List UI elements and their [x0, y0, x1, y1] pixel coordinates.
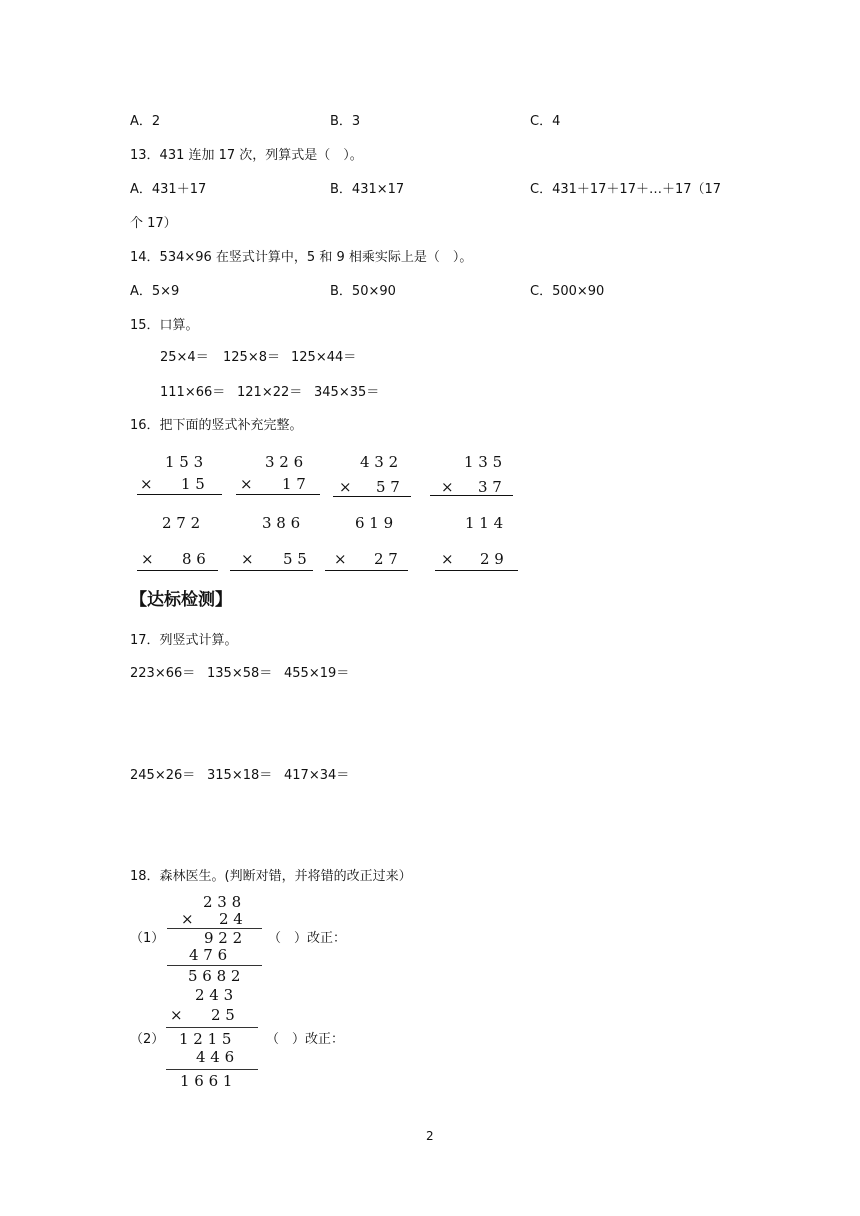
q15-item: 125×8＝	[223, 350, 280, 365]
times-sign: ×	[240, 475, 253, 493]
q18-part2-answer: （ ）改正：	[266, 1032, 345, 1047]
q17-item: 315×18＝	[207, 768, 273, 783]
vertical-line	[325, 570, 408, 571]
q17-item: 135×58＝	[207, 666, 273, 681]
vertical-bottom-number: 3 7	[478, 478, 502, 496]
times-sign: ×	[141, 550, 154, 568]
vertical-bottom-number: 2 9	[480, 550, 504, 568]
q14-option-b: B．50×90	[330, 284, 396, 299]
vertical-top-number: 2 4 3	[195, 986, 234, 1004]
q12-option-c: C．4	[530, 114, 561, 129]
times-sign: ×	[339, 478, 352, 496]
times-sign: ×	[441, 550, 454, 568]
page-number: 2	[426, 1129, 434, 1143]
times-sign: ×	[140, 475, 153, 493]
q15-question: 15．口算。	[130, 318, 199, 333]
vertical-line	[430, 495, 513, 496]
vertical-top-number: 2 3 8	[203, 893, 242, 911]
vertical-bottom-number: 5 7	[376, 478, 400, 496]
vertical-line	[167, 965, 262, 966]
vertical-bottom-number: 2 7	[374, 550, 398, 568]
vertical-line	[236, 494, 320, 495]
q15-item: 111×66＝	[160, 385, 226, 400]
partial-product-2: 4 7 6	[189, 946, 228, 964]
section-heading: 【达标检测】	[130, 590, 232, 610]
q12-option-b: B．3	[330, 114, 361, 129]
result-number: 1 6 6 1	[180, 1072, 233, 1090]
vertical-line	[333, 496, 411, 497]
vertical-top-number: 1 3 5	[464, 453, 503, 471]
q18-part1-label: （1）	[130, 931, 165, 946]
vertical-top-number: 1 1 4	[465, 514, 504, 532]
q12-option-a: A．2	[130, 114, 161, 129]
q17-item: 245×26＝	[130, 768, 196, 783]
q14-option-a: A．5×9	[130, 284, 180, 299]
vertical-line	[137, 570, 218, 571]
vertical-bottom-number: 5 5	[283, 550, 307, 568]
q17-question: 17．列竖式计算。	[130, 633, 238, 648]
times-sign: ×	[241, 550, 254, 568]
vertical-bottom-number: 2 5	[211, 1006, 235, 1024]
q13-option-c: C．431＋17＋17＋…＋17（17	[530, 182, 722, 197]
vertical-line	[166, 1027, 258, 1028]
vertical-line	[166, 1069, 258, 1070]
q18-part2-label: （2）	[130, 1032, 165, 1047]
times-sign: ×	[334, 550, 347, 568]
partial-product-1: 1 2 1 5	[179, 1030, 232, 1048]
q13-option-c-cont: 个 17）	[130, 216, 177, 231]
vertical-line	[230, 570, 313, 571]
q14-option-c: C．500×90	[530, 284, 605, 299]
vertical-bottom-number: 8 6	[182, 550, 206, 568]
q16-question: 16．把下面的竖式补充完整。	[130, 418, 303, 433]
vertical-line	[137, 494, 222, 495]
vertical-bottom-number: 1 7	[282, 475, 306, 493]
vertical-top-number: 4 3 2	[360, 453, 399, 471]
partial-product-2: 4 4 6	[196, 1048, 235, 1066]
vertical-line	[435, 570, 518, 571]
vertical-bottom-number: 2 4	[219, 910, 243, 928]
q15-item: 121×22＝	[237, 385, 303, 400]
vertical-top-number: 3 8 6	[262, 514, 301, 532]
q18-part1-answer: （ ）改正：	[268, 931, 347, 946]
q14-question: 14．534×96 在竖式计算中，5 和 9 相乘实际上是（ ）。	[130, 250, 473, 265]
vertical-top-number: 6 1 9	[355, 514, 394, 532]
result-number: 5 6 8 2	[188, 967, 241, 985]
times-sign: ×	[170, 1006, 183, 1024]
q17-item: 223×66＝	[130, 666, 196, 681]
q13-question: 13．431 连加 17 次，列算式是（ ）。	[130, 148, 363, 163]
q15-item: 345×35＝	[314, 385, 380, 400]
vertical-top-number: 1 5 3	[165, 453, 204, 471]
vertical-top-number: 2 7 2	[162, 514, 201, 532]
q18-question: 18．森林医生。(判断对错，并将错的改正过来）	[130, 869, 412, 884]
q13-option-a: A．431＋17	[130, 182, 207, 197]
times-sign: ×	[181, 910, 194, 928]
q13-option-b: B．431×17	[330, 182, 405, 197]
q17-item: 417×34＝	[284, 768, 350, 783]
times-sign: ×	[441, 478, 454, 496]
q17-item: 455×19＝	[284, 666, 350, 681]
q15-item: 25×4＝	[160, 350, 209, 365]
q15-item: 125×44＝	[291, 350, 357, 365]
partial-product-1: 9 2 2	[204, 929, 243, 947]
vertical-bottom-number: 1 5	[181, 475, 205, 493]
vertical-top-number: 3 2 6	[265, 453, 304, 471]
